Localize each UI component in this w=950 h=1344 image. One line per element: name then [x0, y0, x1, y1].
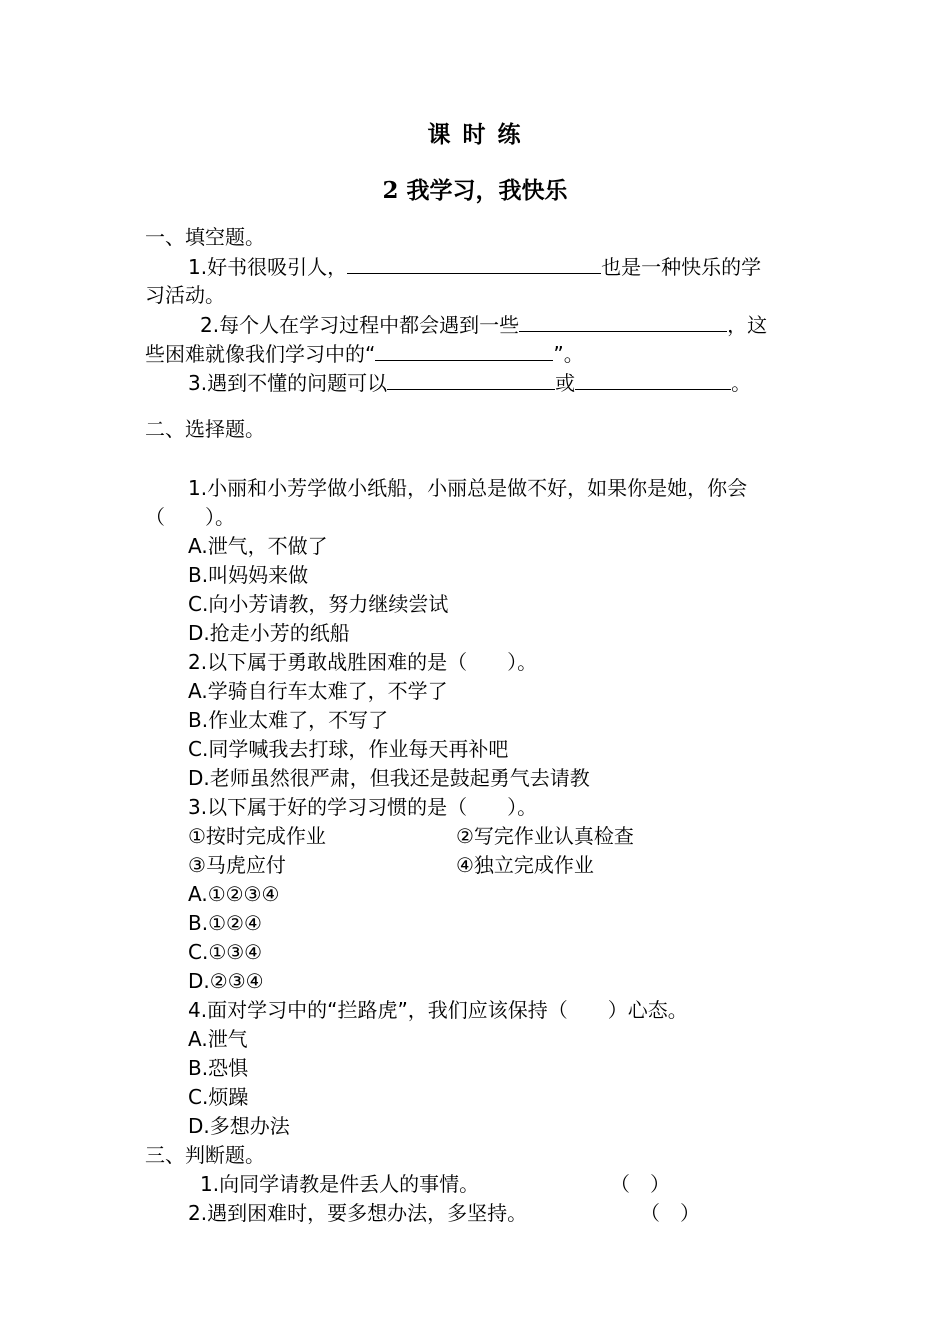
choice-question-3: 3.以下属于好的学习习惯的是（ ）。 — [188, 795, 538, 819]
judge-question-1: 1.向同学请教是件丢人的事情。 — [200, 1172, 480, 1196]
choice-q2-option-c: C.同学喊我去打球，作业每天再补吧 — [188, 737, 509, 761]
fill-question-2 — [200, 311, 767, 338]
choice-q1-option-d: D.抢走小芳的纸船 — [188, 621, 350, 645]
choice-q4-option-b: B.恐惧 — [188, 1056, 249, 1080]
section3-heading: 三、判断题。 — [145, 1143, 265, 1167]
choice-q1-option-c: C.向小芳请教，努力继续尝试 — [188, 592, 449, 616]
choice-q4-option-d: D.多想办法 — [188, 1114, 290, 1138]
choice-q2-option-d: D.老师虽然很严肃，但我还是鼓起勇气去请教 — [188, 766, 590, 790]
choice-q1-option-a: A.泄气，不做了 — [188, 534, 328, 558]
choice-question-2: 2.以下属于勇敢战胜困难的是（ ）。 — [188, 650, 538, 674]
fill-question-1 — [188, 253, 761, 280]
fill-q3-text-b: 或 — [555, 371, 576, 395]
choice-q4-option-c: C.烦躁 — [188, 1085, 249, 1109]
choice-question-1-cont: （ ）。 — [145, 505, 235, 529]
choice-q1-option-b: B.叫妈妈来做 — [188, 563, 309, 587]
choice-q3-item-3: ③马虎应付 — [188, 853, 286, 877]
choice-q3-option-b: B.①②④ — [188, 911, 262, 935]
judge-question-2: 2.遇到困难时，要多想办法，多坚持。 — [188, 1201, 528, 1225]
fill-q2-blank-1 — [519, 311, 727, 332]
fill-q2-text-c: 些困难就像我们学习中的“ — [145, 342, 376, 366]
choice-question-4: 4.面对学习中的“拦路虎”，我们应该保持（ ）心态。 — [188, 998, 688, 1022]
choice-q2-option-b: B.作业太难了，不写了 — [188, 708, 389, 732]
choice-question-1: 1.小丽和小芳学做小纸船，小丽总是做不好，如果你是她，你会 — [188, 476, 748, 500]
choice-q3-option-c: C.①③④ — [188, 940, 263, 964]
fill-q2-text-a: 2.每个人在学习过程中都会遇到一些 — [200, 313, 520, 337]
choice-q3-item-1: ①按时完成作业 — [188, 824, 326, 848]
fill-q1-text-a: 1.好书很吸引人， — [188, 255, 348, 279]
fill-q2-text-d: ”。 — [553, 342, 584, 366]
fill-q2-text-b: ，这 — [727, 313, 768, 337]
fill-q3-blank-2 — [575, 369, 731, 390]
fill-question-2-cont — [145, 340, 584, 367]
fill-q3-text-c: 。 — [731, 371, 752, 395]
choice-q3-item-4: ④独立完成作业 — [456, 853, 594, 877]
lesson-title: 2 我学习，我快乐 — [382, 177, 568, 204]
fill-q3-blank-1 — [387, 369, 555, 390]
choice-q3-option-d: D.②③④ — [188, 969, 264, 993]
page-title: 课 时 练 — [427, 121, 523, 148]
judge-q1-answer-paren: （ ） — [610, 1172, 670, 1196]
choice-q4-option-a: A.泄气 — [188, 1027, 248, 1051]
fill-q2-blank-2 — [375, 340, 553, 361]
section2-heading: 二、选择题。 — [145, 417, 265, 441]
fill-question-1-cont: 习活动。 — [145, 283, 225, 307]
choice-q2-option-a: A.学骑自行车太难了，不学了 — [188, 679, 448, 703]
fill-q3-text-a: 3.遇到不懂的问题可以 — [188, 371, 388, 395]
judge-q2-answer-paren: （ ） — [640, 1201, 700, 1225]
fill-q1-text-b: 也是一种快乐的学 — [601, 255, 762, 279]
fill-q1-blank — [347, 253, 601, 274]
choice-q3-option-a: A.①②③④ — [188, 882, 280, 906]
choice-q3-item-2: ②写完作业认真检查 — [456, 824, 634, 848]
section1-heading: 一、填空题。 — [145, 225, 265, 249]
fill-question-3 — [188, 369, 751, 396]
